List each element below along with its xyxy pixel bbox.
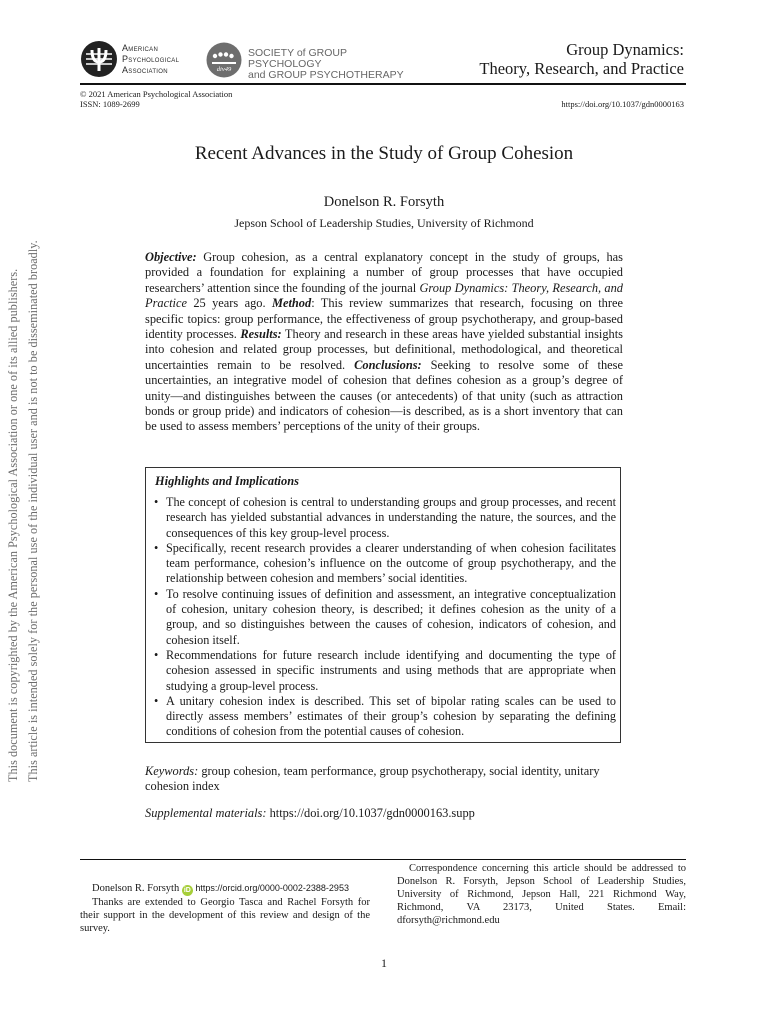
author-note xyxy=(80,882,370,935)
copyright-block xyxy=(80,90,232,109)
objective-label: Objective: xyxy=(145,250,197,264)
header-rule xyxy=(80,83,686,85)
div49-wordmark xyxy=(248,48,416,81)
bullet-icon: • xyxy=(154,495,159,509)
issn-line: ISSN: 1089-2699 xyxy=(80,98,140,109)
results-label: Results: xyxy=(240,327,282,342)
bullet-icon: • xyxy=(154,693,159,708)
bullet-icon: • xyxy=(154,586,159,601)
apa-line-3: Association xyxy=(122,65,168,75)
doi-link[interactable]: https://doi.org/10.1037/gdn0000163 xyxy=(561,99,684,109)
objective-text: Group cohesion, as a central explanatory concept in the study of groups, has provided a foundation for explaining a number of group processes that have occupied researchers’ attention since the founding of the journal xyxy=(145,250,623,295)
div49-badge-icon xyxy=(206,42,242,78)
correspondence-text: Correspondence concerning this article should be addressed to Donelson R. Forsyth, Jepson School of Leadership Studies, University of Richmond, Jepson Hall, 221 Richmond Way, Richmond, VA 23173, United States. Email: dforsyth@richmond.edu xyxy=(397,863,686,926)
keywords-label: Keywords: xyxy=(145,764,199,778)
highlight-item xyxy=(154,541,616,587)
correspondence-note xyxy=(397,862,686,927)
highlights-title: Highlights and Implications xyxy=(155,474,299,488)
keywords-text: group cohesion, team performance, group psychotherapy, social identity, unitary cohesion index xyxy=(145,764,600,794)
highlight-text: Specifically, recent research provides a clearer understanding of when cohesion facilitates team performance, cohesion’s influence on the outcome of group psychotherapy, and the relationship between cohesion and members’ social identities. xyxy=(166,540,616,586)
highlight-text: To resolve continuing issues of definition and assessment, an integrative conceptualization of cohesion, unitary cohesion theory, is described; it defines cohesion as the unity of a group, and so distinguishes between the causes of cohesion, indicators of cohesion, and cohesion itself. xyxy=(166,586,616,647)
orcid-icon[interactable]: iD xyxy=(183,887,191,894)
side-notice-line-2: This article is intended solely for the personal use of the individual user and is not to be disseminated broadly. xyxy=(26,240,40,782)
bullet-icon: • xyxy=(154,540,159,555)
footnote-author: Donelson R. Forsyth xyxy=(92,883,182,894)
journal-name-italic: Group Dynamics: Theory, Research, and Practice xyxy=(145,280,624,311)
method-label: Method xyxy=(271,296,312,311)
highlight-text: A unitary cohesion index is described. This set of bipolar rating scales can be used to directly assess members’ estimates of their group’s cohesion by separating the defining conditions of cohesion from the potential causes of cohesion. xyxy=(166,693,616,739)
apa-line-1: American xyxy=(122,43,159,53)
highlight-text: The concept of cohesion is central to understanding groups and group processes, and recent research has yielded substantial advances in understanding the nature, the sources, and the consequences of this key group-level process. xyxy=(166,495,616,540)
div49-line-2: and GROUP PSYCHOTHERAPY xyxy=(248,69,404,81)
supplemental-label: Supplemental materials: xyxy=(145,806,267,820)
journal-title-line-1: Group Dynamics: xyxy=(566,40,684,59)
apa-psi-icon xyxy=(80,40,118,78)
results-text: Theory and research in these areas have yielded substantial insights into cohesion and related group processes, but definitional, methodological, and theoretical uncertainties remain to be resolved. xyxy=(145,327,623,372)
objective-tail: 25 years ago. xyxy=(186,296,272,311)
highlight-item xyxy=(154,648,616,694)
highlight-item xyxy=(154,694,616,740)
method-text: : This review summarizes that research, focusing on three specific topics: group performance, the effectiveness of group psychotherapy, and group-based identity processes. xyxy=(145,296,623,342)
article-title: Recent Advances in the Study of Group Cohesion xyxy=(194,143,574,164)
journal-title-line-2: Theory, Research, and Practice xyxy=(479,59,684,78)
author-affiliation: Jepson School of Leadership Studies, University of Richmond xyxy=(234,216,534,230)
thanks-note xyxy=(80,896,370,935)
div49-logo xyxy=(206,42,416,81)
supplemental-link[interactable]: https://doi.org/10.1037/gdn0000163.supp xyxy=(266,806,475,820)
highlight-text: Recommendations for future research include identifying and documenting the type of cohesion assessed in specific instruments and using methods that are appropriate when studying a group-level process. xyxy=(166,647,616,693)
page-number: 1 xyxy=(381,956,387,970)
journal-title xyxy=(479,40,684,78)
orcid-link[interactable]: https://orcid.org/0000-0002-2388-2953 xyxy=(192,883,349,893)
copyright-side-notice xyxy=(6,240,42,782)
apa-logo xyxy=(80,40,195,80)
conclusions-text: Seeking to resolve some of these uncertainties, an integrative model of cohesion that defines cohesion as a group’s degree of unity—and distinguishes between the causes (or antecedents) of that unity (such as attraction bonds or group pride) and indicators of cohesion—is described, as is a short inventory that can be used to assess members’ perceptions of the unity of their groups. xyxy=(145,357,623,434)
copyright-line: © 2021 American Psychological Association xyxy=(80,89,233,99)
highlight-item xyxy=(154,587,616,648)
highlights-box xyxy=(145,467,621,743)
keywords xyxy=(145,764,623,795)
apa-wordmark xyxy=(122,43,179,76)
author-name: Donelson R. Forsyth xyxy=(323,194,445,210)
supplemental-materials xyxy=(145,806,475,821)
footnote-rule xyxy=(80,859,686,860)
author-orcid-line xyxy=(80,882,370,896)
bullet-icon: • xyxy=(154,647,159,662)
div49-badge-text: div49 xyxy=(216,66,232,73)
side-notice-line-1: This document is copyrighted by the American Psychological Association or one of its allied publishers. xyxy=(6,268,20,782)
abstract xyxy=(145,250,623,435)
apa-line-2: Psychological xyxy=(122,54,180,64)
conclusions-label: Conclusions: xyxy=(354,357,422,372)
div49-line-1: SOCIETY of GROUP PSYCHOLOGY xyxy=(248,47,347,70)
highlights-list xyxy=(154,495,616,740)
thanks-text: Thanks are extended to Georgio Tasca and Rachel Forsyth for their support in the development of this review and design of the survey. xyxy=(80,897,370,934)
highlight-item xyxy=(154,495,616,541)
